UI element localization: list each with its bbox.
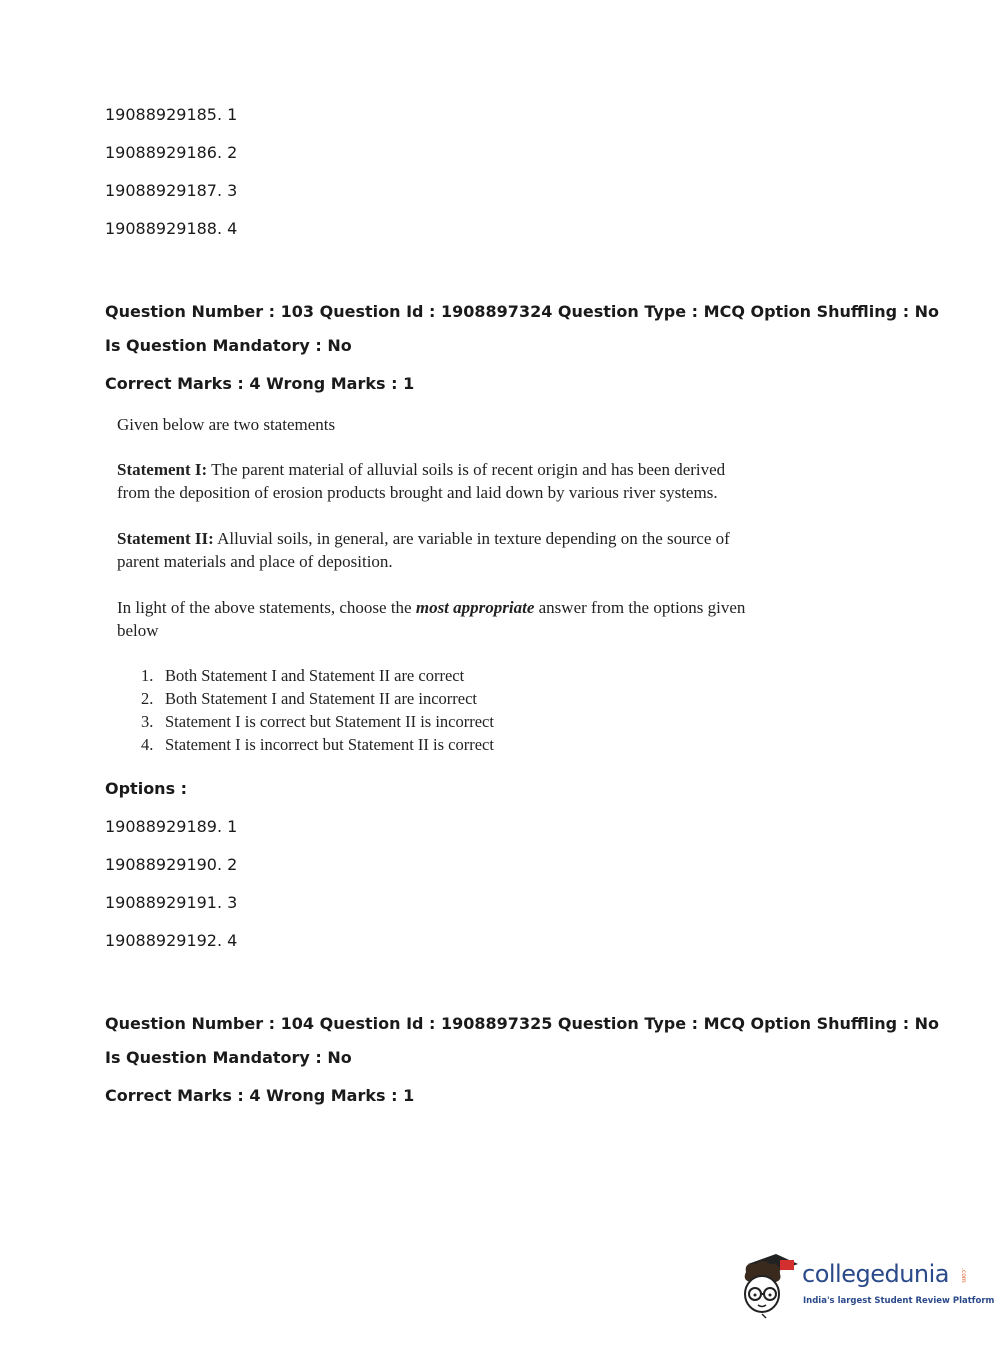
statement-2-text: Alluvial soils, in general, are variable in texture depending on the source of <box>213 529 730 548</box>
q103-statement-1 <box>117 458 725 504</box>
prev-option-2: 19088929186. 2 <box>105 143 238 162</box>
prev-option-4: 19088929188. 4 <box>105 219 238 238</box>
logo-suffix: .com <box>960 1268 967 1283</box>
instruction-line2: below <box>117 621 159 640</box>
q103-options-label: Options : <box>105 779 188 798</box>
choice-number: 3. <box>141 712 154 731</box>
choice-text: Both Statement I and Statement II are incorrect <box>165 689 478 708</box>
statement-1-label: Statement I: <box>117 460 208 479</box>
instruction-text: In light of the above statements, choose the <box>117 598 416 617</box>
q103-marks: Correct Marks : 4 Wrong Marks : 1 <box>105 374 415 393</box>
q103-header: Question Number : 103 Question Id : 1908897324 Question Type : MCQ Option Shuffling : No <box>105 302 940 321</box>
q103-option-4: 19088929192. 4 <box>105 931 238 950</box>
q103-statement-2 <box>117 527 730 573</box>
prev-option-3: 19088929187. 3 <box>105 181 238 200</box>
prev-option-1: 19088929185. 1 <box>105 105 238 124</box>
q104-marks: Correct Marks : 4 Wrong Marks : 1 <box>105 1086 415 1105</box>
q103-option-2: 19088929190. 2 <box>105 855 238 874</box>
choice-text: Statement I is correct but Statement II is incorrect <box>165 712 494 731</box>
q104-mandatory: Is Question Mandatory : No <box>105 1048 352 1067</box>
q103-choice-4 <box>141 735 494 755</box>
q103-choice-2 <box>141 689 477 709</box>
choice-number: 4. <box>141 735 154 754</box>
statement-2-label: Statement II: <box>117 529 214 548</box>
choice-text: Statement I is incorrect but Statement II is correct <box>165 735 494 754</box>
q104-header: Question Number : 104 Question Id : 1908897325 Question Type : MCQ Option Shuffling : No <box>105 1014 940 1033</box>
q103-choice-1 <box>141 666 464 686</box>
choice-number: 2. <box>141 689 154 708</box>
q103-choice-3 <box>141 712 494 732</box>
q103-option-1: 19088929189. 1 <box>105 817 238 836</box>
logo-tagline: India's largest Student Review Platform <box>803 1296 995 1306</box>
instruction-text-end: answer from the options given <box>534 598 746 617</box>
collegedunia-logo <box>740 1250 995 1320</box>
q103-intro: Given below are two statements <box>117 415 336 434</box>
logo-wordmark: collegedunia <box>802 1260 950 1288</box>
choice-text: Both Statement I and Statement II are correct <box>165 666 465 685</box>
q103-mandatory: Is Question Mandatory : No <box>105 336 352 355</box>
q103-option-3: 19088929191. 3 <box>105 893 238 912</box>
statement-1-text: The parent material of alluvial soils is of recent origin and has been derived <box>207 460 726 479</box>
statement-1-text-line2: from the deposition of erosion products brought and laid down by various river systems. <box>117 483 718 502</box>
instruction-emphasis: most appropriate <box>415 598 535 617</box>
q103-instruction <box>117 596 745 642</box>
statement-2-text-line2: parent materials and place of deposition. <box>117 552 393 571</box>
mascot-icon <box>740 1250 800 1320</box>
choice-number: 1. <box>141 666 154 685</box>
